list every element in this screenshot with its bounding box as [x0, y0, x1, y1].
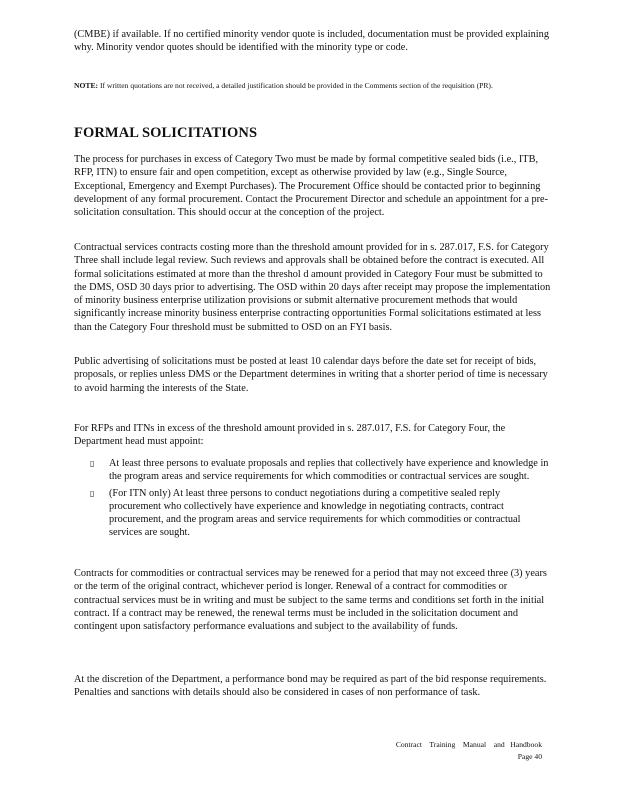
- paragraph-department-head: For RFPs and ITNs in excess of the threshold amount provided in s. 287.017, F.S. for Category Four, the Department head must appoint:: [74, 423, 506, 448]
- paragraph-renewal: Contracts for commodities or contractual services may be renewed for a period that may not exceed three (3) years or the term of the original contract, whichever period is longer. Renewal of a contract for commodities or contractual services must be in writing and must be subject to the same terms and conditions set forth in the initial contract. If a contract may be renewed, the renewal terms must be included in the solicitation document and contingent upon satisfactory performance evaluations and subject to the availability of funds.: [74, 568, 547, 633]
- continuation-paragraph: (CMBE) if available. If no certified minority vendor quote is included, documentation must be provided explaining why. Minority vendor quotes should be identified with the minority type or code.: [74, 29, 549, 54]
- paragraph-formal-process: The process for purchases in excess of Category Two must be made by formal competitive sealed bids (i.e., ITB, RFP, ITN) to ensure fair and open competition, except as otherwise provided by law (e.g., Single Source, Exceptional, Emergency and Exempt Purchases). The Procurement Office should be contacted prior to beginning development of any formal procurement. Contact the Procurement Director and schedule an appointment for a pre- solicitation consultation. This should occur at the conception of the project.: [74, 154, 549, 219]
- note-text: If written quotations are not received, a detailed justification should be provided in the Comments section of the requisition (PR).: [98, 81, 493, 90]
- appointment-list: [90, 457, 550, 543]
- list-item-text: (For ITN only) At least three persons to conduct negotiations during a competitive sealed reply procurement who collectively have experience and knowledge in negotiating contracts, contract procurement, and the program areas and service requirements for which commodities or contractual services are sought.: [109, 487, 521, 539]
- page-footer: [384, 739, 542, 763]
- paragraph-public-advertising: Public advertising of solicitations must be posted at least 10 calendar days before the date set for receipt of bids, proposals, or replies unless DMS or the Department determines in writing that a shorter period of time is necessary to avoid harming the interests of the State.: [74, 356, 548, 394]
- section-heading: FORMAL SOLICITATIONS: [74, 125, 258, 141]
- paragraph-contractual-services: Contractual services contracts costing more than the threshold amount provided for in s. 287.017, F.S. for Category Three shall include legal review. Such reviews and approvals shall be obtained before the contract is executed. All formal solicitations estimated at more than the threshol d amount provided in Category Four must be submitted to the DMS, OSD 30 days prior to advertising. The OSD within 20 days after receipt may propose the implementation of minority business enterprise utilization provisions or submit alternative procurement methods that would significantly increase minority business enterprise contracting opportunities Formal solicitations estimated at less than the Category Four threshold must be submitted to OSD on an FYI basis.: [74, 242, 551, 333]
- list-item-text: At least three persons to evaluate proposals and replies that collectively have experience and knowledge in the program areas and service requirements for which commodities or contractual services are sought.: [109, 458, 549, 483]
- list-item: [90, 487, 550, 540]
- bullet-glyph: ▯: [90, 488, 95, 498]
- page-number: Page 40: [517, 752, 542, 761]
- footer-handbook-title: Contract Training Manual and Handbook: [395, 740, 542, 749]
- list-item: [90, 457, 550, 484]
- note-paragraph: [74, 81, 554, 91]
- bullet-glyph: ▯: [90, 459, 95, 468]
- note-label: NOTE:: [74, 81, 99, 90]
- paragraph-performance-bond: At the discretion of the Department, a performance bond may be required as part of the bid response requirements. Penalties and sanctions with details should also be considered in cases of non performance of task.: [74, 674, 547, 699]
